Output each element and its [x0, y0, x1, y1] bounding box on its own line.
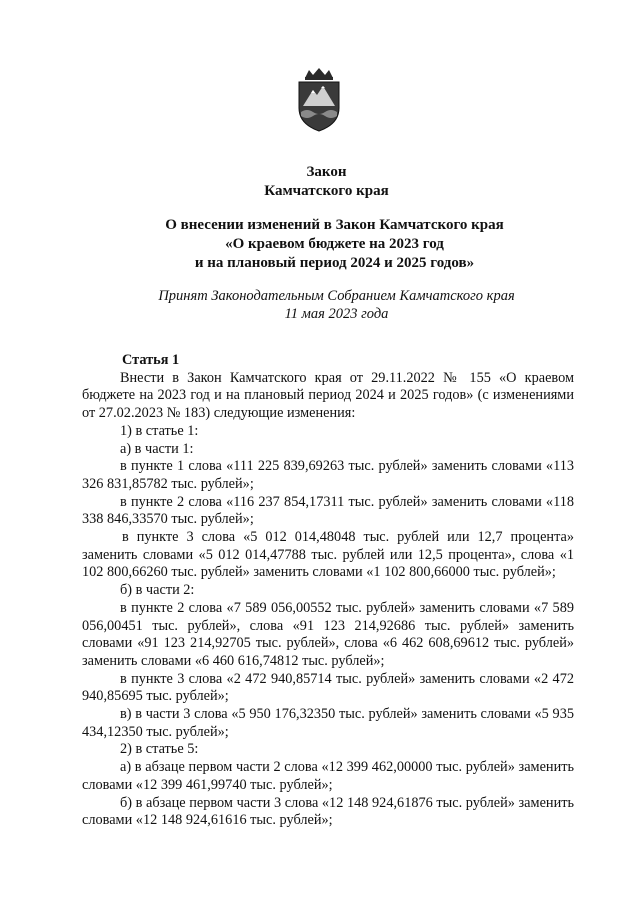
law-subject — [0, 216, 639, 273]
law-body — [82, 352, 574, 830]
adoption-note-line2: 11 мая 2023 года — [284, 306, 389, 322]
law-subject-line1: О внесении изменений в Закон Камчатского края — [165, 217, 504, 233]
paragraph-b-point-2: в пункте 2 слова «7 589 056,00552 тыс. рублей» заменить словами «7 589 056,00451 тыс. рублей», слова «91 123 214,92686 тыс. рублей» заменить словами «91 123 214,92705 тыс. рублей», слова «6 462 608,69612 тыс. рублей» заменить словами «6 460 616,74812 тыс. рублей»; — [82, 599, 574, 669]
adoption-note — [0, 287, 639, 323]
paragraph-subitem-a: а) в части 1: — [120, 440, 194, 457]
paragraph-subitem-v: в) в части 3 слова «5 950 176,32350 тыс. рублей» заменить словами «5 935 434,12350 тыс. рублей»; — [82, 706, 574, 740]
paragraph-b-point-3: в пункте 3 слова «2 472 940,85714 тыс. рублей» заменить словами «2 472 940,85695 тыс. рублей»; — [82, 670, 574, 705]
law-subject-line2: «О краевом бюджете на 2023 год — [225, 236, 444, 252]
paragraph-point-1: в пункте 1 слова «111 225 839,69263 тыс. рублей» заменить словами «113 326 831,85782 тыс. рублей»; — [82, 458, 574, 492]
kamchatka-coat-of-arms-icon — [295, 68, 343, 132]
paragraph-art5-b: б) в абзаце первом части 3 слова «12 148 924,61876 тыс. рублей» заменить словами «12 148 924,61616 тыс. рублей»; — [82, 794, 574, 829]
article-heading: Статья 1 — [122, 352, 180, 368]
law-title — [0, 163, 639, 201]
adoption-note-line1: Принят Законодательным Собранием Камчатского края — [158, 288, 515, 304]
paragraph-item-1: 1) в статье 1: — [120, 422, 199, 439]
paragraph-subitem-b: б) в части 2: — [120, 582, 195, 599]
paragraph-item-2: 2) в статье 5: — [120, 741, 199, 758]
law-title-line2: Камчатского края — [264, 183, 389, 199]
paragraph-point-2: в пункте 2 слова «116 237 854,17311 тыс. рублей» заменить словами «118 338 846,33570 тыс. рублей»; — [82, 493, 574, 528]
paragraph-intro: Внести в Закон Камчатского края от 29.11.2022 № 155 «О краевом бюджете на 2023 год и на плановый период 2024 и 2025 годов» (с изменениями от 27.02.2023 № 183) следующие изменения: — [82, 369, 574, 422]
paragraph-point-3: в пункте 3 слова «5 012 014,48048 тыс. рублей или 12,7 процента» заменить словами «5 012 014,47788 тыс. рублей или 12,5 процента», слова «1 102 800,66260 тыс. рублей» заменить словами «1 102 800,66000 тыс. рублей»; — [82, 529, 574, 581]
paragraph-art5-a: а) в абзаце первом части 2 слова «12 399 462,00000 тыс. рублей» заменить словами «12 399 461,99740 тыс. рублей»; — [82, 759, 574, 793]
law-subject-line3: и на плановый период 2024 и 2025 годов» — [194, 255, 475, 271]
law-title-line1: Закон — [306, 164, 347, 180]
